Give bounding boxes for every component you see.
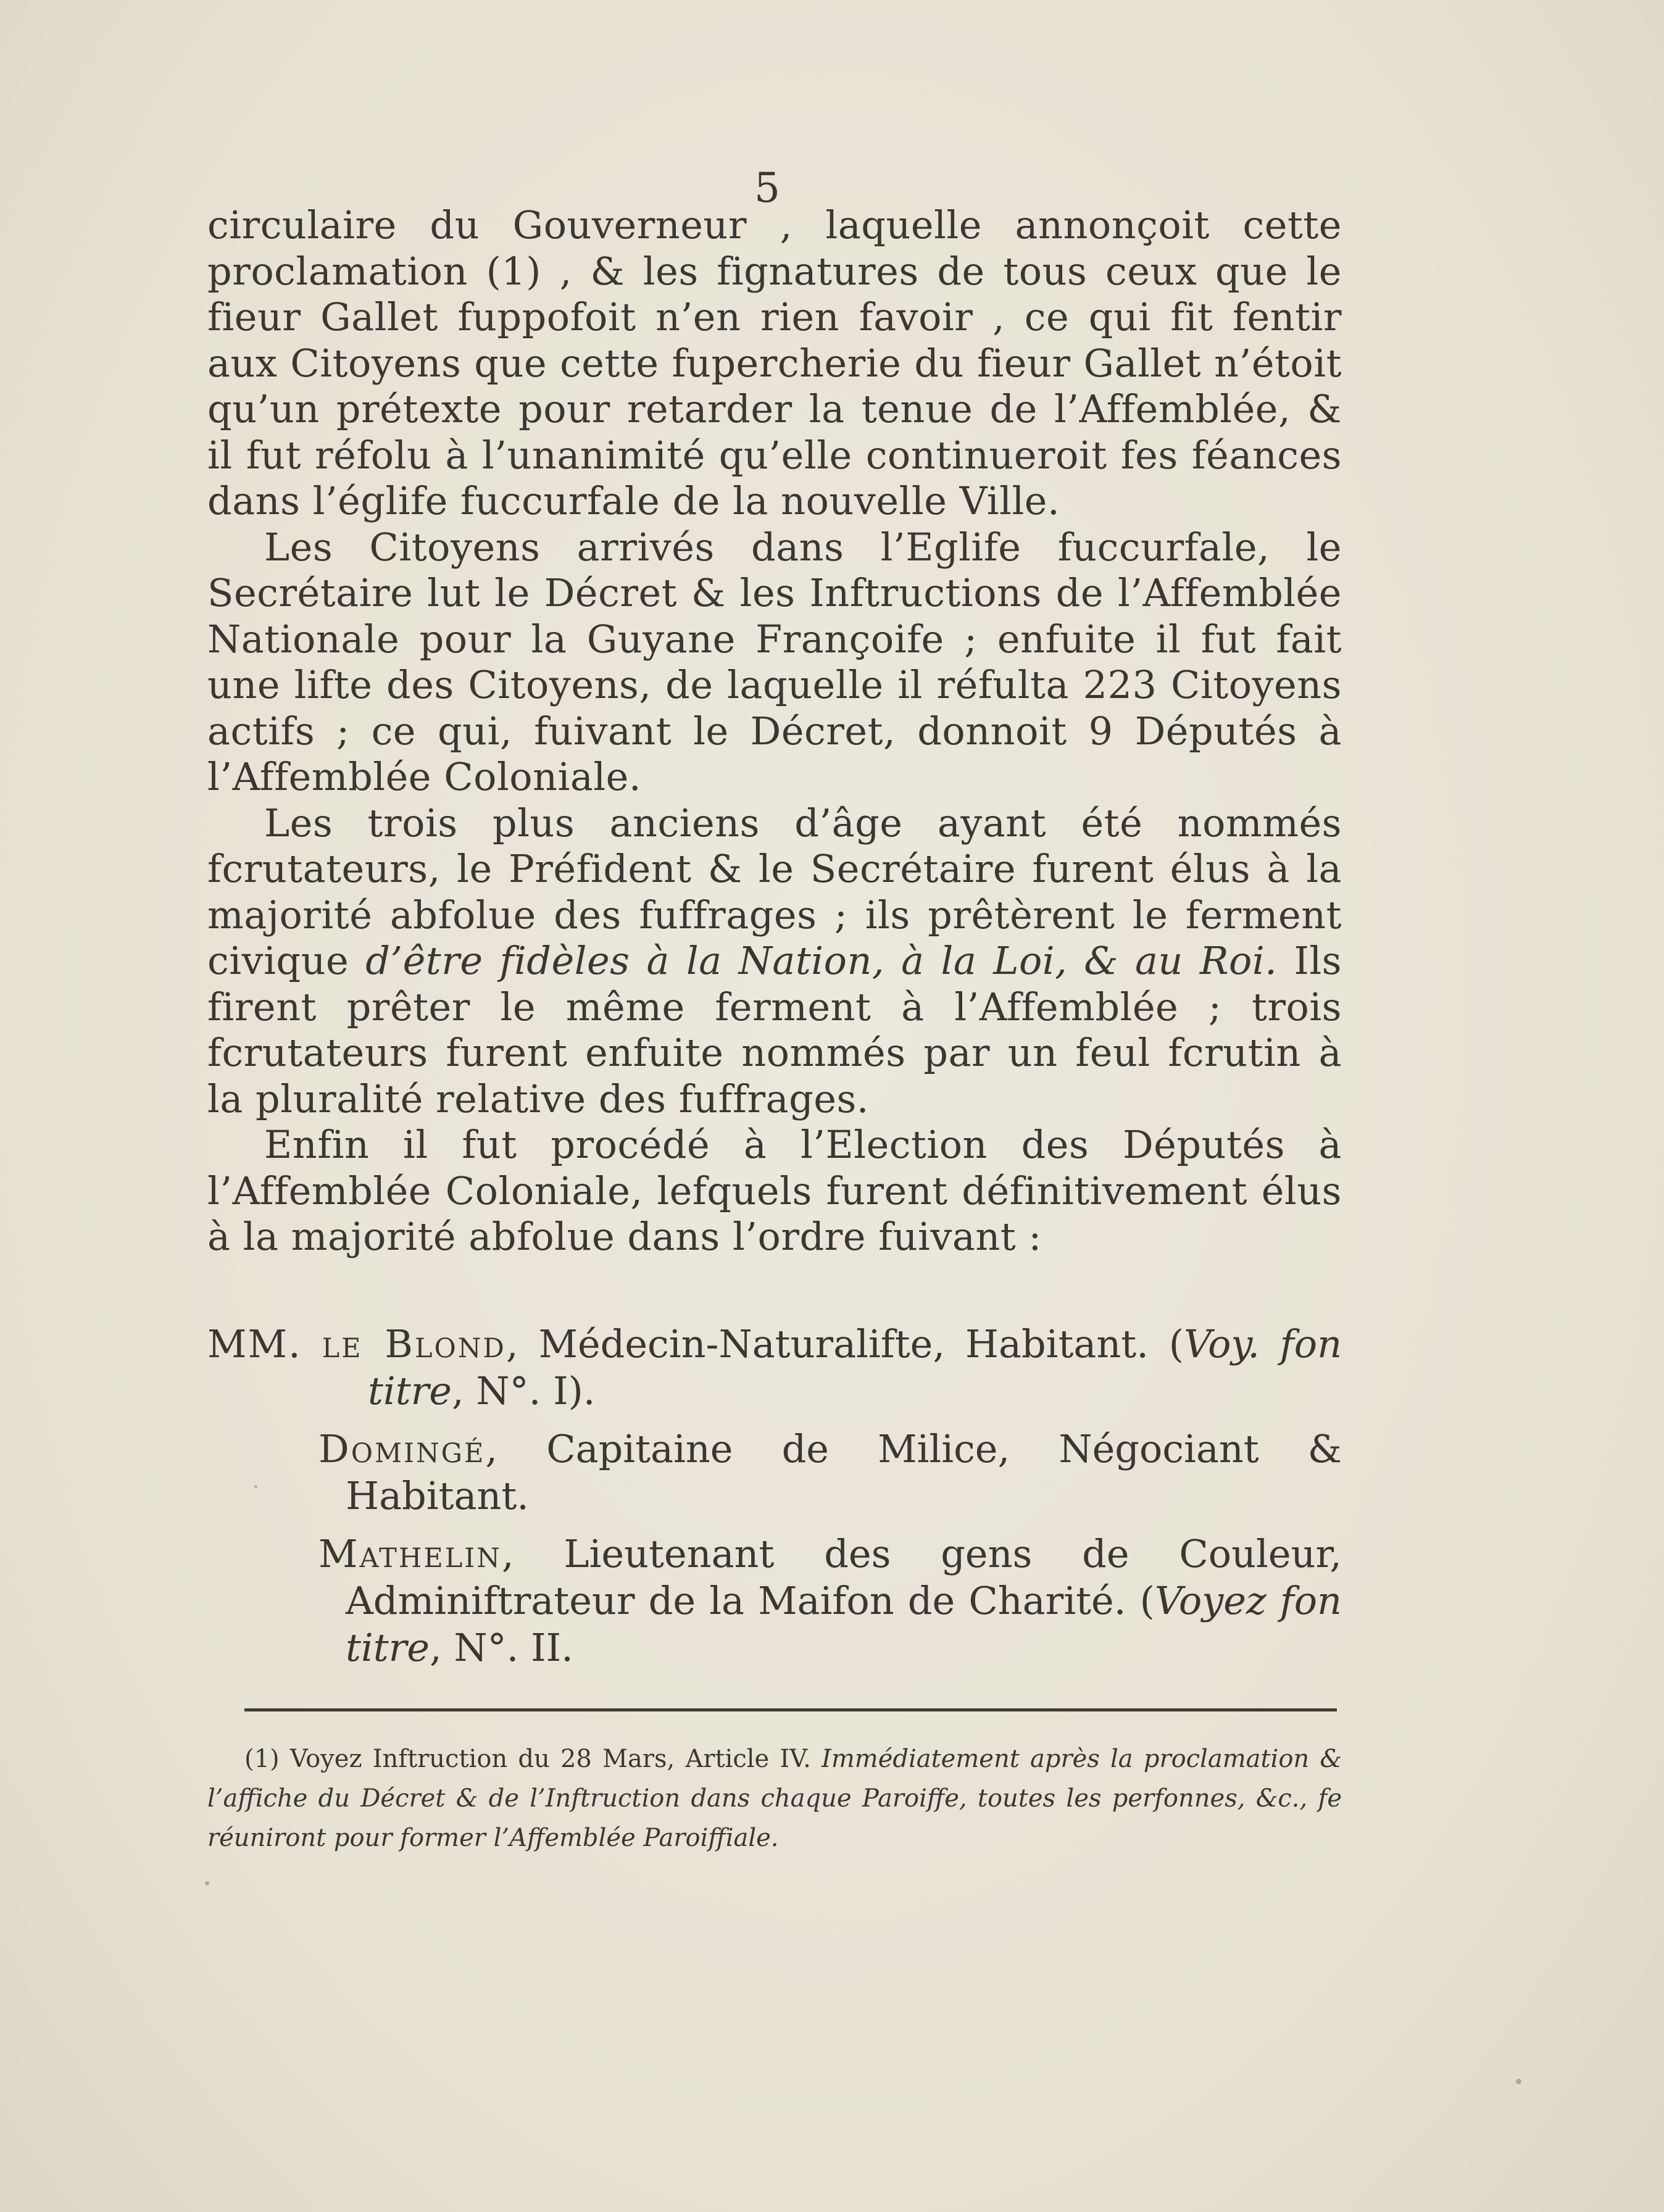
paper-speck	[205, 1881, 209, 1886]
paragraph-2: Les Citoyens arrivés dans l’Eglife fuccurfale, le Secrétaire lut le Décret & les Inftructions de l’Affemblée Nationale pour la Guyane Françoife ; enfuite il fut fait une lifte des Citoyens, de laquelle il réfulta 223 Citoyens actifs ; ce qui, fuivant le Décret, donnoit 9 Députés à l’Affemblée Coloniale.	[207, 524, 1342, 799]
deputy-description: , Capitaine de Milice, Négociant & Habitant.	[346, 1426, 1342, 1518]
paragraph-4: Enfin il fut procédé à l’Election des Députés à l’Affemblée Coloniale, lefquels furent définitivement élus à la majorité abfolue dans l’ordre fuivant :	[207, 1122, 1342, 1259]
page-number: 5	[754, 164, 780, 212]
deputy-title-reference: Voyez fon titre	[346, 1578, 1342, 1670]
footnote-divider	[244, 1708, 1337, 1711]
footnote-italic: Immédiatement après la proclamation & l’affiche du Décret & de l’Inftruction dans chaque Paroiffe, toutes les perfonnes, &c., fe réuniront pour former l’Affemblée Paroiffiale.	[207, 1745, 1342, 1852]
footnote-lead: (1) Voyez Inftruction du 28 Mars, Article IV.	[244, 1745, 811, 1773]
deputy-entry-2	[207, 1426, 1342, 1520]
deputy-entry-1	[207, 1321, 1342, 1415]
deputy-entry-3	[207, 1531, 1342, 1671]
footnote	[207, 1739, 1342, 1858]
deputy-title-number: , N°. I).	[452, 1368, 596, 1413]
deputy-name: Mathelin	[318, 1531, 502, 1576]
paper-speck	[1516, 2079, 1521, 2084]
body-text	[207, 202, 1342, 1260]
mm-label: MM.	[207, 1321, 302, 1366]
deputies-list	[207, 1321, 1342, 1682]
deputy-description: , Lieutenant des gens de Couleur, Adminiftrateur de la Maifon de Charité. (	[346, 1531, 1342, 1623]
paragraph-3-end: Ils firent prêter le même ferment à l’Affemblée ; trois fcrutateurs furent enfuite nommés par un feul fcrutin à la pluralité relative des fuffrages.	[207, 938, 1342, 1121]
deputy-title-number: , N°. II.	[430, 1625, 573, 1670]
deputy-name: le Blond	[322, 1321, 506, 1366]
deputy-description: , Médecin-Naturalifte, Habitant. (	[505, 1321, 1184, 1366]
paragraph-3-start: Les trois plus anciens d’âge ayant été nommés fcrutateurs, le Préfident & le Secrétaire furent élus à la majorité abfolue des fuffrages ; ils prêtèrent le ferment civique	[207, 800, 1342, 983]
civic-oath-text: d’être fidèles à la Nation, à la Loi, & au Roi.	[365, 938, 1278, 983]
paragraph-1: circulaire du Gouverneur , laquelle annonçoit cette proclamation (1) , & les fignatures de tous ceux que le fieur Gallet fuppofoit n’en rien favoir , ce qui fit fentir aux Citoyens que cette fupercherie du fieur Gallet n’étoit qu’un prétexte pour retarder la tenue de l’Affemblée, & il fut réfolu à l’unanimité qu’elle continueroit fes féances dans l’églife fuccurfale de la nouvelle Ville.	[207, 202, 1342, 523]
deputy-name: Domingé	[318, 1426, 486, 1471]
paragraph-3	[207, 800, 1342, 1123]
deputy-title-reference: Voy. fon titre	[368, 1321, 1342, 1413]
paper-speck	[254, 1485, 257, 1488]
